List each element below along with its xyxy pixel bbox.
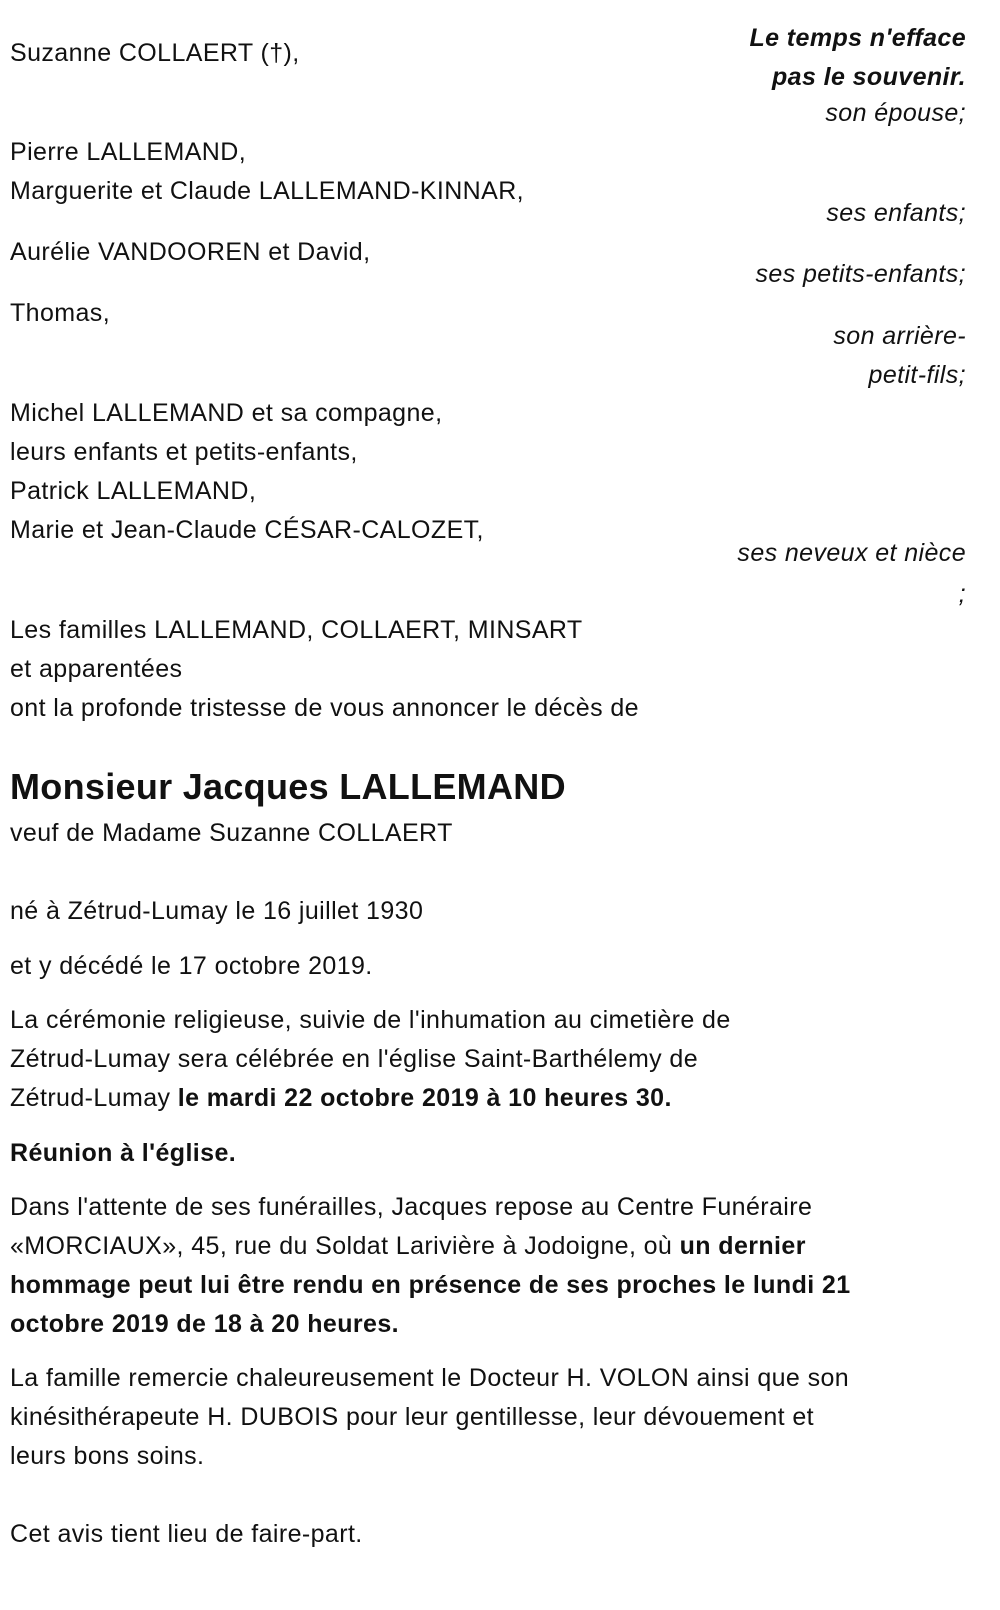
closing-note: Cet avis tient lieu de faire-part. [10,1520,363,1548]
ceremony-line: La cérémonie religieuse, suivie de l'inhumation au cimetière de [10,1006,731,1034]
families-line: Les familles LALLEMAND, COLLAERT, MINSART [10,616,583,644]
relation-children: ses enfants; [826,199,966,227]
family-child: Pierre LALLEMAND, [10,138,247,166]
ceremony-place: Zétrud-Lumay [10,1084,178,1112]
ceremony-line [10,1079,672,1118]
relation-nephews-1: ses neveux et nièce [737,539,966,567]
announcement-line: ont la profonde tristesse de vous annoncer le décès de [10,694,639,722]
deceased-died: et y décédé le 17 octobre 2019. [10,952,373,980]
visitation-line: octobre 2019 de 18 à 20 heures. [10,1310,399,1338]
motto-line-2: pas le souvenir. [772,63,966,91]
family-nephew: Marie et Jean-Claude CÉSAR-CALOZET, [10,516,484,544]
ceremony-date: le mardi 22 octobre 2019 à 10 heures 30. [177,1084,672,1112]
family-spouse: Suzanne COLLAERT (†), [10,39,300,67]
deceased-name: Monsieur Jacques LALLEMAND [10,766,566,807]
visitation-line: Dans l'attente de ses funérailles, Jacques repose au Centre Funéraire [10,1193,813,1221]
visitation-address: «MORCIAUX», 45, rue du Soldat Larivière à Jodoigne, où [10,1232,680,1260]
visitation-line: hommage peut lui être rendu en présence de ses proches le lundi 21 [10,1271,851,1299]
visitation-line [10,1227,806,1266]
deceased-born: né à Zétrud-Lumay le 16 juillet 1930 [10,897,424,925]
family-nephew: Michel LALLEMAND et sa compagne, [10,399,443,427]
meeting-note: Réunion à l'église. [10,1139,237,1167]
thanks-line: kinésithérapeute H. DUBOIS pour leur gentillesse, leur dévouement et [10,1403,815,1431]
motto-line-1: Le temps n'efface [749,24,966,52]
visitation-bold: un dernier [679,1232,806,1260]
relation-great-grandchild-2: petit-fils; [868,361,966,389]
thanks-line: La famille remercie chaleureusement le Docteur H. VOLON ainsi que son [10,1364,850,1392]
family-nephew: Patrick LALLEMAND, [10,477,257,505]
relation-grandchildren: ses petits-enfants; [755,260,966,288]
thanks-line: leurs bons soins. [10,1442,205,1470]
ceremony-line: Zétrud-Lumay sera célébrée en l'église Saint-Barthélemy de [10,1045,699,1073]
families-line: et apparentées [10,655,183,683]
family-grandchildren: Aurélie VANDOOREN et David, [10,238,371,266]
relation-nephews-2: ; [958,580,966,608]
family-great-grandchild: Thomas, [10,299,111,327]
relation-great-grandchild-1: son arrière- [833,322,966,350]
relation-spouse: son épouse; [825,99,966,127]
family-child: Marguerite et Claude LALLEMAND-KINNAR, [10,177,525,205]
family-nephew: leurs enfants et petits-enfants, [10,438,358,466]
deceased-widower: veuf de Madame Suzanne COLLAERT [10,819,453,847]
